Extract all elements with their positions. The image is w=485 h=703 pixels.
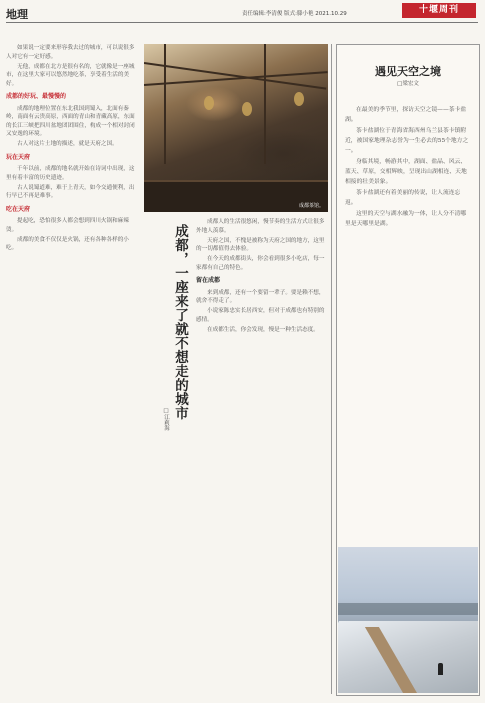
body-paragraph: 成都的地理位置在东北我国到蜀入，北面有秦岭，南面有云贵高原，西面的青山和青藏高原，东面的长江三峡把四川盆地团团围住，构成一个相对封闭又安逸的环境。: [6, 105, 135, 137]
sidebar-box: [336, 44, 480, 696]
masthead-logo: 十堰周刊: [402, 3, 476, 18]
subhead: 成都的好玩、最慢慢的: [6, 93, 67, 100]
sidebar-byline: □梁宏文: [397, 81, 419, 87]
body-paragraph: 古人说蜀道难，难于上青天，如今交通便利，出行早已不再是难事。: [6, 184, 135, 199]
body-paragraph: 古人对这片土地的描述，就是天府之国。: [17, 141, 118, 147]
body-paragraph: 这里的天空与湖水融为一体，让人分不清哪里是天哪里是湖。: [345, 211, 467, 227]
page-header: [0, 0, 485, 24]
body-paragraph: 如果说一定要来形容我去过的城市，可以说很多人对它有一定好感。: [6, 45, 135, 60]
body-paragraph: 成都人的生活很悠闲，慢节奏的生活方式让很多外地人羡慕。: [196, 219, 325, 234]
body-paragraph: 来到成都，还有一个要留一辈子。要是赖不想，就舍不得走了。: [196, 289, 325, 304]
body-paragraph: 茶卡盐湖位于青海省海西州乌兰县茶卡镇附近，被国家地理杂志誉为一生必去的55个地方之一。: [345, 128, 469, 154]
article-column-2: [196, 218, 326, 696]
article-byline: □江莉海: [163, 408, 169, 431]
salt-lake-photo: [338, 547, 478, 693]
body-paragraph: 提起吃，恐怕很多人都会想到四川火锅和麻辣烫。: [6, 218, 129, 233]
section-name: 地理: [6, 8, 28, 21]
body-paragraph: 天府之国，不愧是被称为天府之国的地方，这里的一切都值得去体验。: [196, 237, 325, 252]
body-paragraph: 在最美的季节里，探访天空之镜——茶卡盐湖。: [345, 107, 467, 123]
person-figure: [438, 663, 443, 675]
photo-caption: 成都茶馆。: [298, 203, 324, 209]
subhead: 留在成都: [196, 277, 221, 284]
sidebar-body: [345, 105, 471, 535]
body-paragraph: 成都的美食不仅仅是火锅，还有各种各样的小吃。: [6, 236, 129, 251]
body-paragraph: 无他，成都在北方是很有名的，它就像是一座城市，在这里大家可以悠然地吃茶，享受着生活的美好。: [6, 63, 135, 87]
body-paragraph: 千年以前，成都的地名就开始在诗词中出现，这里有着丰富的历史遗迹。: [6, 166, 135, 181]
editor-meta: 责任编辑:李清俊 版式:滕小艳 2021.10.29: [242, 11, 347, 17]
teahouse-photo: [144, 44, 328, 212]
body-paragraph: 茶卡盐湖还有着美丽的传说，让人流连忘返。: [345, 190, 461, 206]
header-divider: [6, 22, 478, 23]
column-divider: [331, 44, 332, 694]
subhead: 玩在天府: [6, 153, 31, 161]
body-paragraph: 小说家陈忠实长居西安，但对于成都也有特别的感情。: [196, 308, 325, 323]
sidebar-title: 遇见天空之境: [375, 65, 441, 78]
article-title: 成都，一座来了就不想走的城市: [172, 224, 188, 420]
article-column-1: [6, 44, 136, 696]
body-paragraph: 身临其境，畅游其中，湖面、盐晶、风云、蓝天、草原，交相辉映，呈现出山湖相连、天地相接的壮美景象。: [345, 159, 467, 185]
subhead: 吃在天府: [6, 205, 31, 213]
body-paragraph: 在今天的成都街头，你会看到很多小吃店，每一家都有自己的特色。: [196, 256, 325, 271]
body-paragraph: 在成都生活，你会发现，慢是一种生活态度。: [207, 326, 319, 333]
